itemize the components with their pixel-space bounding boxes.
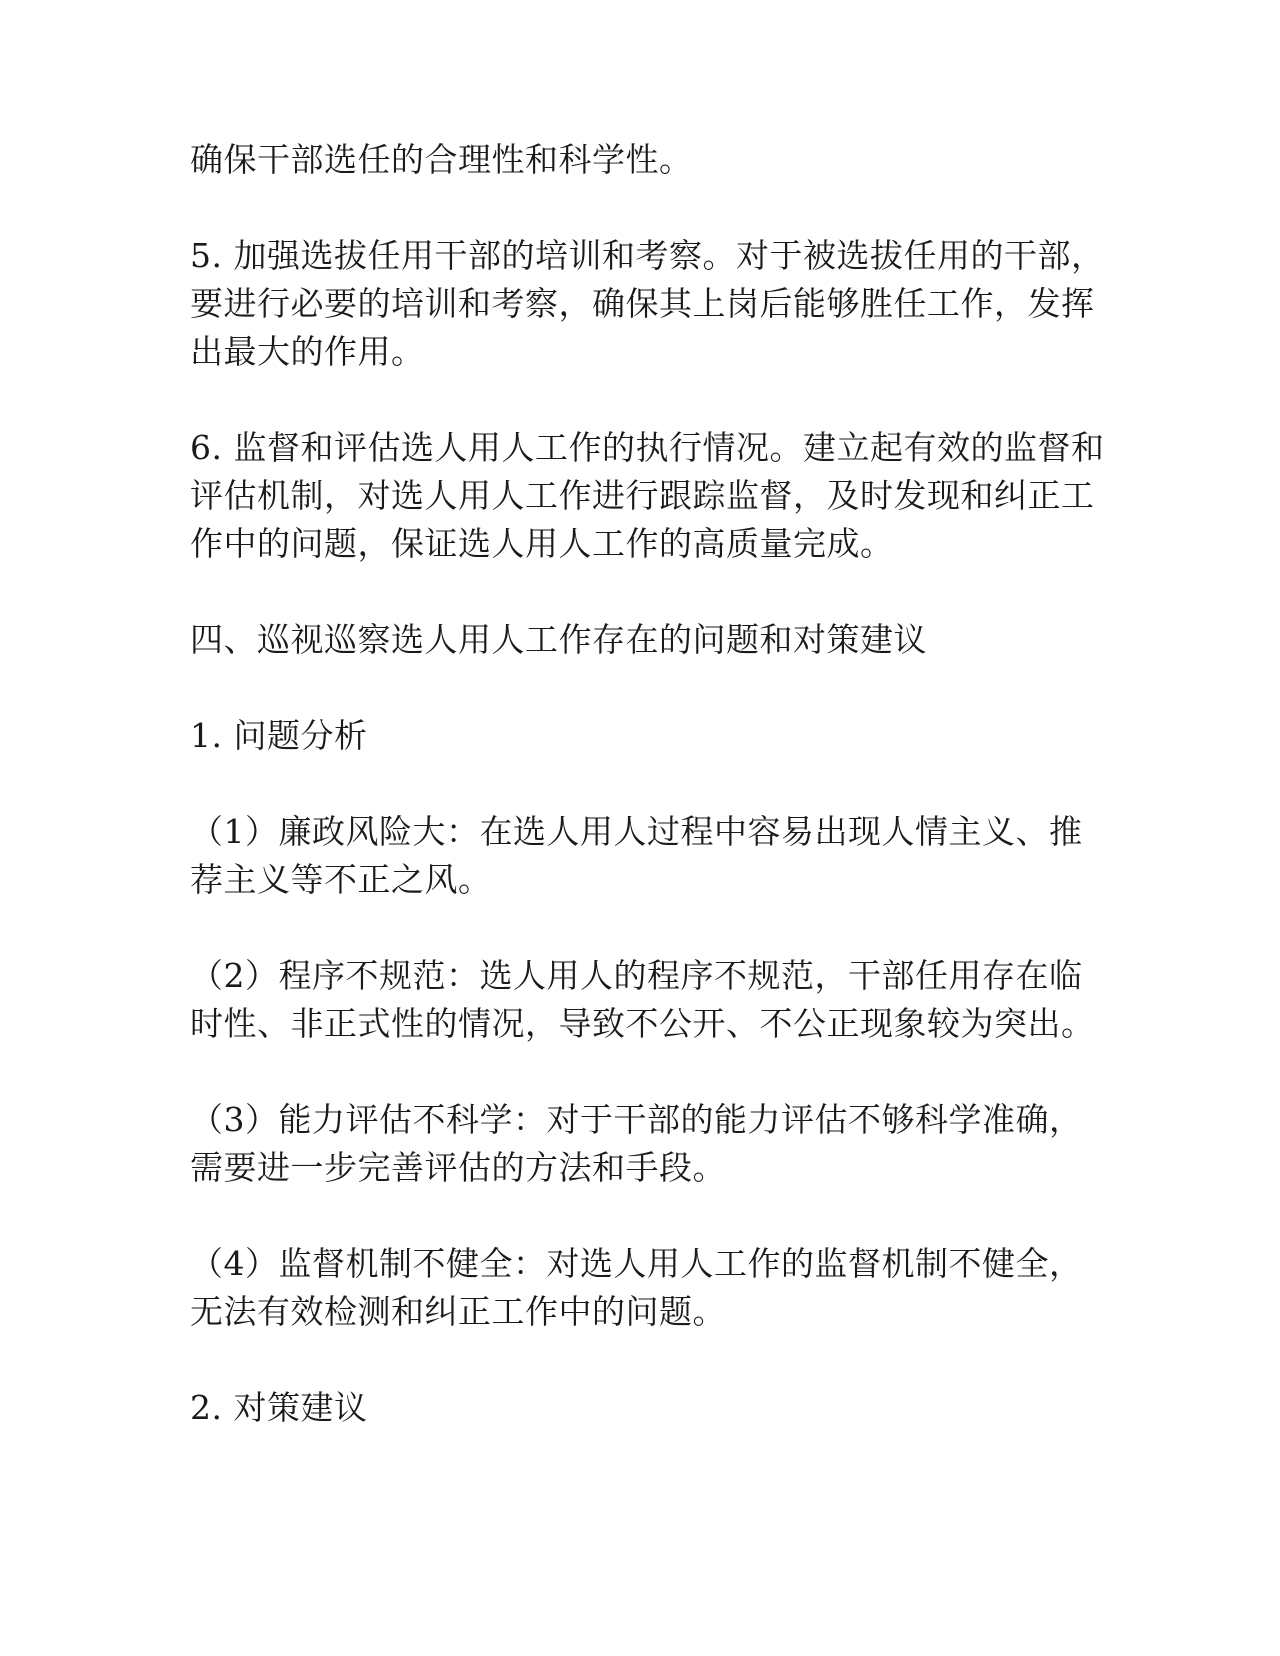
text-line: 6. 监督和评估选人用人工作的执行情况。建立起有效的监督和 (190, 428, 1105, 467)
text-line: （1）廉政风险大：在选人用人过程中容易出现人情主义、推 (190, 812, 1083, 851)
paragraph-issue-4 (190, 1240, 1095, 1336)
text-line: 时性、非正式性的情况，导致不公开、不公正现象较为突出。 (190, 1004, 1095, 1043)
paragraph-item-6 (190, 424, 1105, 568)
paragraph-issue-3 (190, 1096, 1095, 1192)
text-line: 1. 问题分析 (190, 716, 368, 755)
text-line: 评估机制，对选人用人工作进行跟踪监督，及时发现和纠正工 (190, 476, 1095, 515)
subheading-problem-analysis (190, 712, 1095, 760)
text-line: （3）能力评估不科学：对于干部的能力评估不够科学准确， (190, 1100, 1083, 1139)
text-line: 出最大的作用。 (190, 332, 425, 371)
text-line: 四、巡视巡察选人用人工作存在的问题和对策建议 (190, 620, 927, 659)
paragraph-item-5 (190, 232, 1105, 376)
text-line: 要进行必要的培训和考察，确保其上岗后能够胜任工作，发挥 (190, 284, 1095, 323)
paragraph-intro-tail (190, 136, 1095, 184)
text-line: （4）监督机制不健全：对选人用人工作的监督机制不健全， (190, 1244, 1083, 1283)
text-line: 无法有效检测和纠正工作中的问题。 (190, 1292, 726, 1331)
text-line: 作中的问题，保证选人用人工作的高质量完成。 (190, 524, 894, 563)
paragraph-issue-1 (190, 808, 1095, 904)
text-line: 需要进一步完善评估的方法和手段。 (190, 1148, 726, 1187)
text-line: 荐主义等不正之风。 (190, 860, 492, 899)
paragraph-issue-2 (190, 952, 1095, 1048)
text-line: 2. 对策建议 (190, 1388, 368, 1427)
text-line: 确保干部选任的合理性和科学性。 (190, 140, 693, 179)
text-line: （2）程序不规范：选人用人的程序不规范，干部任用存在临 (190, 956, 1083, 995)
section-heading-4 (190, 616, 1095, 664)
text-line: 5. 加强选拔任用干部的培训和考察。对于被选拔任用的干部， (190, 236, 1105, 275)
subheading-countermeasures (190, 1384, 1095, 1432)
